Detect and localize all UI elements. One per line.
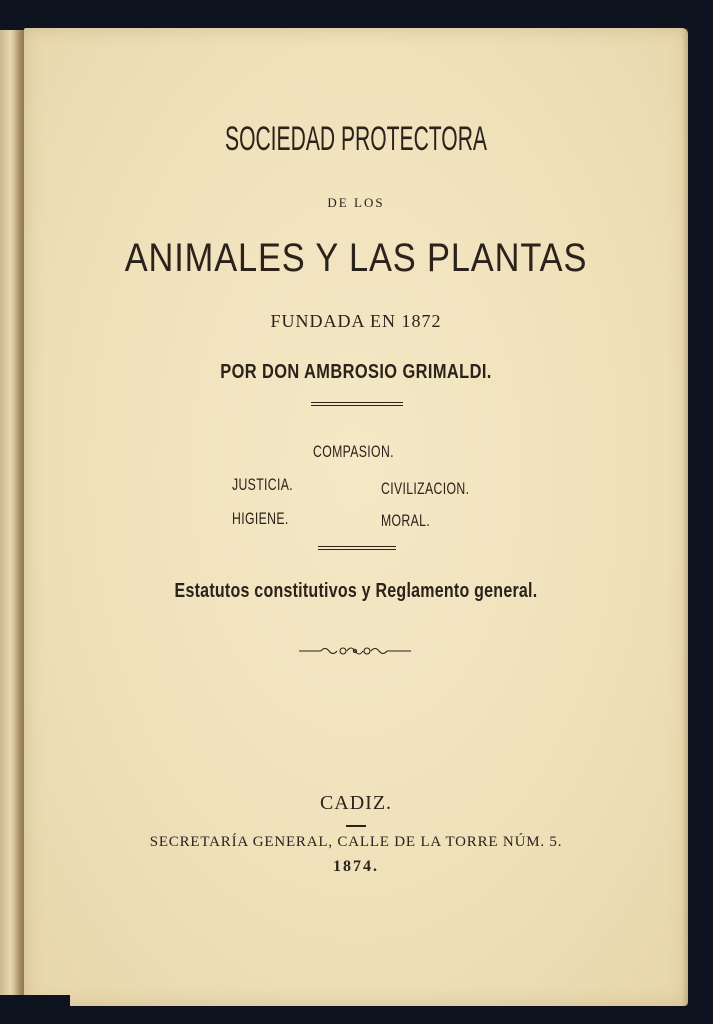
society-title-line1: SOCIEDAD PROTECTORA [225,120,487,158]
double-rule-divider [311,402,403,406]
short-dash-divider [346,825,366,827]
society-title-line3: ANIMALES Y LAS PLANTAS [124,236,588,280]
founder-line: POR DON AMBROSIO GRIMALDI. [220,361,492,383]
virtue-compasion: COMPASION. [313,442,394,461]
virtue-moral: MORAL. [381,511,431,530]
publisher-line: SECRETARÍA GENERAL, CALLE DE LA TORRE NÚM. 5. [149,834,563,850]
virtue-civilizacion: CIVILIZACION. [381,479,470,498]
city-line: CADIZ. [319,792,393,814]
society-title-line2: DE LOS [327,195,385,210]
virtue-higiene: HIGIENE. [232,509,289,528]
title-page [24,28,688,1006]
document-subtitle: Estatutos constitutivos y Reglamento general. [174,580,538,602]
publication-year: 1874. [333,858,379,875]
virtue-justicia: JUSTICIA. [232,475,294,494]
bottom-background-corner [0,995,70,1024]
founded-line: FUNDADA EN 1872 [270,311,442,331]
double-rule-divider-2 [318,546,396,550]
ornament-flourish-icon [299,644,411,658]
